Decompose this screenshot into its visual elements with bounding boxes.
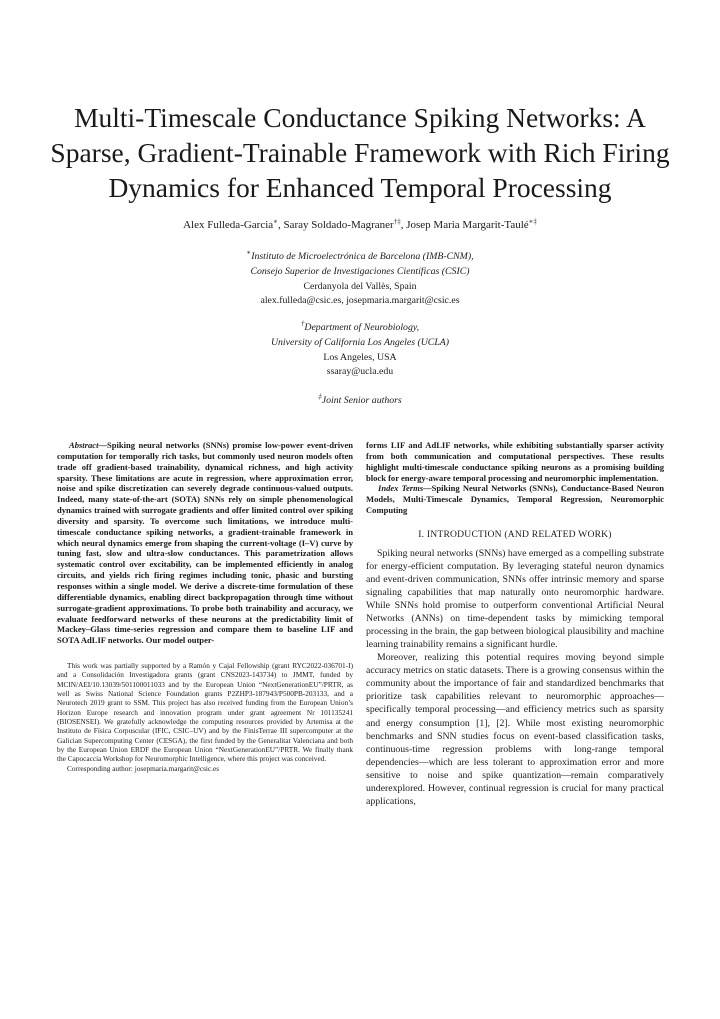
author-list: Alex Fulleda-Garcia∗, Saray Soldado-Magraner†‡, Josep Maria Margarit-Taulé∗‡ — [183, 217, 537, 231]
affiliation-organization: University of California Los Angeles (UCLA) — [270, 336, 450, 348]
affiliation-mark: † — [300, 319, 305, 328]
section-heading-introduction: I. INTRODUCTION (AND RELATED WORK) — [418, 528, 612, 540]
right-column — [366, 440, 664, 808]
author-mark: †‡ — [393, 217, 401, 226]
funding-footnote — [57, 661, 353, 773]
index-terms — [366, 483, 664, 516]
corresponding-author: Corresponding author: josepmaria.margarit@csic.es — [67, 763, 220, 773]
affiliation-imb-cnm — [80, 250, 640, 309]
funding-text: This work was partially supported by a Ramón y Cajal Fellowship (grant RYC2022-036701-I) and a Consolidación Investigadora grants (grant CNS2023-143734) to JMMT, funded by MCIN/AEI/10.13039/501100011033 and by the European Union “NextGenerationEU”/PRTR, as well as Swiss National Science Foundation grants P2ZHP3-187943/P500PB-203133, and a Neurotech 2019 grant to SSM. This project has also received funding from the European Union’s Horizon Europe research and innovation program under grant agreement Nr 101135241 (BIOSENSEI). We gratefully acknowledge the computing resources provided by Artemisa at the Instituto de Física Corpuscular (IFIC, CSIC–UV) and by the FinisTerrae III supercomputer at the Galician Supercomputing Center (CESGA), the first funded by the Generalitat Valenciana and both by the European Union ERDF the European Union “NextGenerationEU”/PRTR. We finally thank the Capocaccia Workshop for Neuromorphic Intelligence, where this project was conceived. — [57, 661, 353, 764]
affiliation-department: Department of Neurobiology, — [304, 322, 420, 333]
left-column — [57, 440, 353, 773]
abstract-text: Spiking neural networks (SNNs) promise low-power event-driven computation for temporally rich tasks, but commonly used neuron models often trade off gradient-based trainability, dynamical richness, and high activity sparsity. These limitations are acute in regression, where approximation error, noise and spike discretization can severely degrade continuous-valued outputs. Indeed, many state-of-the-art (SOTA) SNNs rely on simple phenomenological dynamics trained with surrogate gradients and offer limited control over spiking diversity and sparsity. To overcome such limitations, we introduce multi-timescale conductance spiking networks, a gradient-trainable framework in which neural dynamics emerge from shaping the current-voltage (I–V) curve by tuning fast, slow and ultra-slow conductances. This parametrization allows systematic control over excitability, can be implemented efficiently in analog circuits, and yields rich firing regimes including tonic, phasic and bursting responses within a single model. We derive a discrete-time formulation of these differentiable dynamics, enabling direct backpropagation through time without surrogate-gradient approximations. To probe both trainability and accuracy, we evaluate feedforward networks of these neurons at the predictability limit of Mackey–Glass time-series regression and compare them to baseline LIF and SOTA AdLIF networks. Our model outper- — [57, 440, 353, 646]
author-name: Josep Maria Margarit-Taulé — [406, 219, 529, 231]
index-terms-text: Spiking Neural Networks (SNNs), Conductance-Based Neuron Models, Multi-Timescale Dynamics, Temporal Regression, Neuromorphic Computing — [366, 483, 664, 516]
author-name: Alex Fulleda-Garcia — [183, 219, 274, 231]
affiliation-email: alex.fulleda@csic.es, josepmaria.margarit@csic.es — [260, 295, 460, 307]
intro-paragraph-1: Spiking neural networks (SNNs) have emerged as a compelling substrate for energy-efficient computation. By leveraging stateful neuron dynamics and event-driven communication, SNNs offer intrinsic memory and sparse signaling capabilities that map naturally onto neuromorphic hardware. While SNNs hold promise to outperform conventional Artificial Neural Networks (ANNs) on time-dependent tasks by mimicking temporal processing in the brain, the gap between biological plausibility and machine learning trainability remains a significant hurdle. — [366, 547, 664, 651]
abstract-label: Abstract— — [69, 440, 107, 450]
affiliation-location: Cerdanyola del Vallès, Spain — [303, 280, 417, 292]
affiliation-mark: ∗ — [246, 248, 252, 257]
abstract-continuation: forms LIF and AdLIF networks, while exhibiting substantially sparser activity from both communication and computational perspectives. These results highlight multi-timescale conductance spiking neurons as a promising building block for energy-aware temporal processing and neuromorphic implementation. — [366, 440, 664, 483]
affiliation-institute: Instituto de Microelectrónica de Barcelona (IMB-CNM), — [251, 251, 474, 262]
index-terms-label: Index Terms— — [378, 483, 432, 494]
affiliation-joint-senior — [80, 394, 640, 409]
joint-senior-note: Joint Senior authors — [321, 395, 402, 406]
affiliation-location: Los Angeles, USA — [323, 351, 397, 363]
affiliation-ucla — [80, 321, 640, 380]
author-name: Saray Soldado-Magraner — [283, 219, 394, 231]
affiliation-email: ssaray@ucla.edu — [326, 366, 394, 378]
author-mark: ∗‡ — [528, 217, 537, 226]
abstract — [57, 440, 353, 646]
affiliation-organization: Consejo Superior de Investigaciones Científicas (CSIC) — [250, 265, 470, 277]
intro-paragraph-2: Moreover, realizing this potential requires moving beyond simple accuracy metrics on static datasets. There is a growing consensus within the community about the importance of fair and standardized benchmarks that prioritize task capabilities relevant to neuromorphic approaches—specifically temporal processing—and efficiency metrics such as sparsity and energy consumption [1], [2]. While most existing neuromorphic benchmarks and SNN studies focus on event-based classification tasks, continuous-time regression problems with long-range temporal dependencies—which are less tolerant to approximation error and more sensitive to noise and spike quantization—remain comparatively underexplored. However, continual regression is crucial for many practical applications, — [366, 652, 664, 807]
affiliation-mark: ‡ — [318, 392, 322, 401]
author-mark: ∗ — [273, 217, 278, 226]
paper-title: Multi-Timescale Conductance Spiking Networks: A Sparse, Gradient-Trainable Framework with Rich Firing Dynamics for Enhanced Temporal Processing — [50, 102, 670, 203]
